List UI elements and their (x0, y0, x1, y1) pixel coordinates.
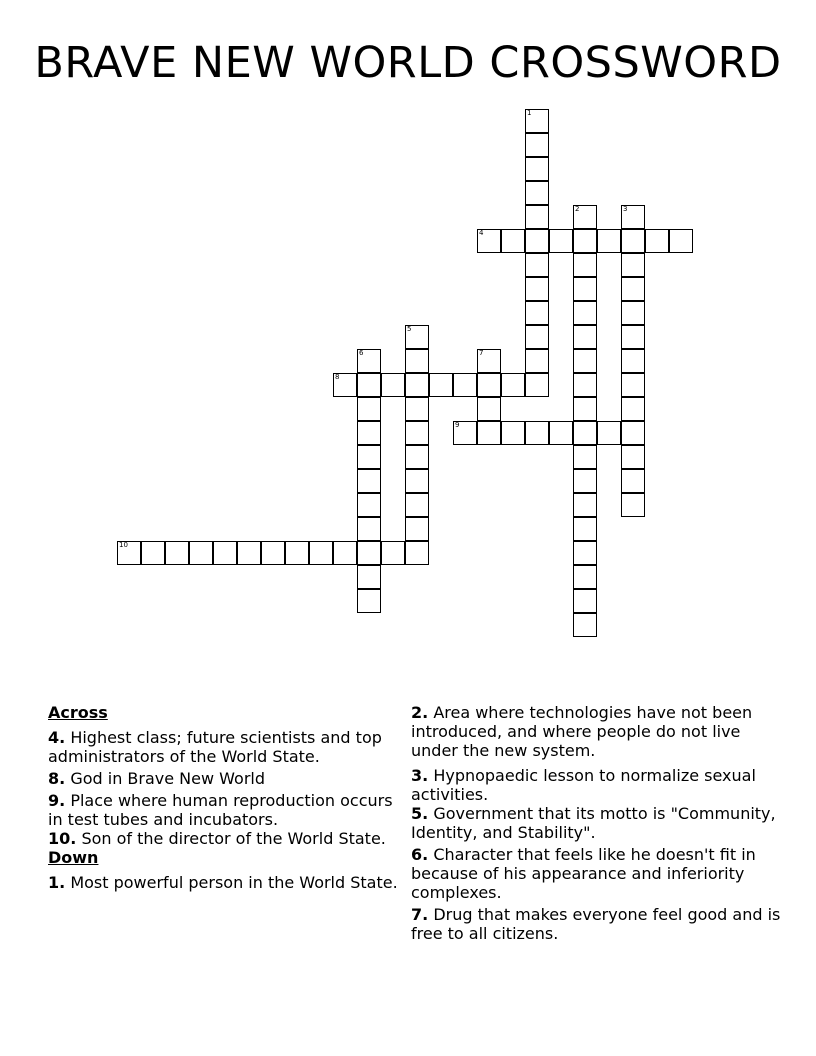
grid-cell[interactable] (525, 109, 549, 133)
cell-number: 8 (335, 373, 340, 381)
cell-number: 4 (479, 229, 484, 237)
grid-cell[interactable] (333, 373, 357, 397)
grid-cell[interactable] (453, 373, 477, 397)
grid-cell[interactable] (501, 421, 525, 445)
grid-cell[interactable] (189, 541, 213, 565)
grid-cell[interactable] (573, 229, 597, 253)
cell-number: 6 (359, 349, 364, 357)
cell-number: 3 (623, 205, 628, 213)
grid-cell[interactable] (357, 469, 381, 493)
grid-cell[interactable] (405, 541, 429, 565)
grid-cell[interactable] (525, 253, 549, 277)
clues-left-column (48, 703, 398, 895)
grid-cell[interactable] (285, 541, 309, 565)
grid-cell[interactable] (621, 493, 645, 517)
grid-cell[interactable] (477, 229, 501, 253)
cell-number: 2 (575, 205, 580, 213)
grid-cell[interactable] (645, 229, 669, 253)
grid-cell[interactable] (621, 349, 645, 373)
grid-cell[interactable] (525, 373, 549, 397)
grid-cell[interactable] (381, 373, 405, 397)
grid-cell[interactable] (573, 469, 597, 493)
down-heading: Down (48, 848, 99, 867)
grid-cell[interactable] (573, 373, 597, 397)
clue-down-2: 2. Area where technologies have not been introduced, and where people do not live under the new system. (411, 703, 753, 760)
grid-cell[interactable] (525, 205, 549, 229)
clue-across-10: 10. Son of the director of the World State. (48, 829, 386, 848)
grid-cell[interactable] (357, 397, 381, 421)
clue-down-6: 6. Character that feels like he doesn't fit in because of his appearance and inferiority complexes. (411, 845, 756, 902)
grid-cell[interactable] (669, 229, 693, 253)
grid-cell[interactable] (381, 541, 405, 565)
grid-cell[interactable] (165, 541, 189, 565)
grid-cell[interactable] (405, 517, 429, 541)
grid-cell[interactable] (525, 181, 549, 205)
grid-cell[interactable] (453, 421, 477, 445)
clue-down-1: 1. Most powerful person in the World State. (48, 873, 398, 892)
clue-down-3: 3. Hypnopaedic lesson to normalize sexual activities. (411, 766, 756, 804)
grid-cell[interactable] (621, 253, 645, 277)
grid-cell[interactable] (573, 301, 597, 325)
grid-cell[interactable] (573, 565, 597, 589)
grid-cell[interactable] (621, 445, 645, 469)
clue-across-8: 8. God in Brave New World (48, 769, 266, 788)
page-title: BRAVE NEW WORLD CROSSWORD (34, 38, 782, 88)
grid-cell[interactable] (405, 373, 429, 397)
grid-cell[interactable] (549, 229, 573, 253)
grid-cell[interactable] (213, 541, 237, 565)
grid-cell[interactable] (237, 541, 261, 565)
across-heading: Across (48, 703, 108, 722)
grid-cell[interactable] (621, 469, 645, 493)
grid-cell[interactable] (573, 205, 597, 229)
grid-cell[interactable] (357, 541, 381, 565)
grid-cell[interactable] (261, 541, 285, 565)
grid-cell[interactable] (501, 229, 525, 253)
grid-cell[interactable] (525, 349, 549, 373)
grid-cell[interactable] (357, 565, 381, 589)
grid-cell[interactable] (597, 421, 621, 445)
grid-cell[interactable] (573, 613, 597, 637)
grid-cell[interactable] (573, 325, 597, 349)
cell-number: 10 (119, 541, 128, 549)
grid-cell[interactable] (573, 421, 597, 445)
grid-cell[interactable] (525, 157, 549, 181)
grid-cell[interactable] (309, 541, 333, 565)
grid-cell[interactable] (357, 373, 381, 397)
grid-cell[interactable] (525, 133, 549, 157)
grid-cell[interactable] (141, 541, 165, 565)
grid-cell[interactable] (477, 373, 501, 397)
cell-number: 5 (407, 325, 412, 333)
grid-cell[interactable] (621, 421, 645, 445)
grid-cell[interactable] (405, 445, 429, 469)
cell-number: 7 (479, 349, 484, 357)
clue-down-5: 5. Government that its motto is "Community, Identity, and Stability". (411, 804, 776, 842)
grid-cell[interactable] (573, 445, 597, 469)
grid-cell[interactable] (405, 397, 429, 421)
clues-right-column (411, 703, 781, 946)
grid-cell[interactable] (549, 421, 573, 445)
grid-cell[interactable] (357, 349, 381, 373)
grid-cell[interactable] (525, 229, 549, 253)
grid-cell[interactable] (405, 421, 429, 445)
grid-cell[interactable] (573, 493, 597, 517)
grid-cell[interactable] (621, 229, 645, 253)
clue-down-7: 7. Drug that makes everyone feel good and is free to all citizens. (411, 905, 781, 943)
clue-across-9: 9. Place where human reproduction occurs in test tubes and incubators. (48, 791, 393, 829)
grid-cell[interactable] (357, 493, 381, 517)
grid-cell[interactable] (477, 349, 501, 373)
grid-cell[interactable] (525, 421, 549, 445)
grid-cell[interactable] (597, 229, 621, 253)
grid-cell[interactable] (477, 421, 501, 445)
grid-cell[interactable] (573, 277, 597, 301)
grid-cell[interactable] (573, 349, 597, 373)
grid-cell[interactable] (621, 301, 645, 325)
grid-cell[interactable] (357, 445, 381, 469)
grid-cell[interactable] (621, 325, 645, 349)
grid-cell[interactable] (357, 517, 381, 541)
grid-cell[interactable] (429, 373, 453, 397)
grid-cell[interactable] (621, 397, 645, 421)
grid-cell[interactable] (405, 325, 429, 349)
grid-cell[interactable] (525, 277, 549, 301)
grid-cell[interactable] (357, 421, 381, 445)
clue-across-4: 4. Highest class; future scientists and top administrators of the World State. (48, 728, 382, 766)
grid-cell[interactable] (117, 541, 141, 565)
grid-cell[interactable] (621, 205, 645, 229)
cell-number: 9 (455, 421, 460, 429)
grid-cell[interactable] (333, 541, 357, 565)
grid-cell[interactable] (405, 349, 429, 373)
grid-cell[interactable] (573, 253, 597, 277)
grid-cell[interactable] (621, 277, 645, 301)
grid-cell[interactable] (477, 397, 501, 421)
grid-cell[interactable] (573, 397, 597, 421)
cell-number: 1 (527, 109, 532, 117)
grid-cell[interactable] (525, 301, 549, 325)
grid-cell[interactable] (525, 325, 549, 349)
grid-cell[interactable] (573, 541, 597, 565)
grid-cell[interactable] (573, 517, 597, 541)
grid-cell[interactable] (501, 373, 525, 397)
grid-cell[interactable] (357, 589, 381, 613)
grid-cell[interactable] (621, 373, 645, 397)
grid-cell[interactable] (573, 589, 597, 613)
grid-cell[interactable] (405, 493, 429, 517)
grid-cell[interactable] (405, 469, 429, 493)
